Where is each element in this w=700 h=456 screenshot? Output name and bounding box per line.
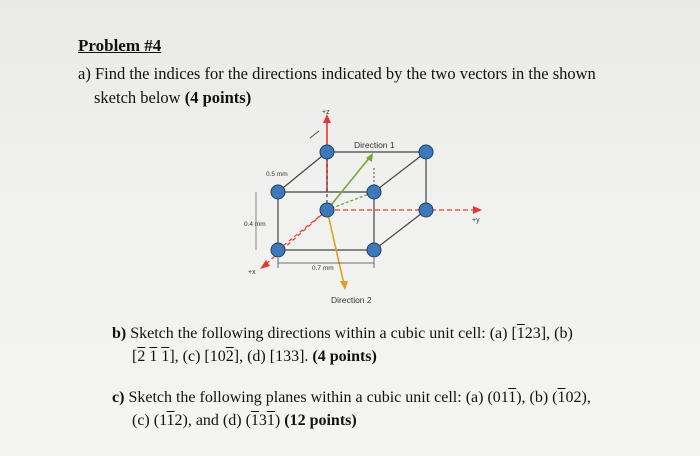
part-c-line2: (c) (112), and (d) (131) (12 points) bbox=[132, 412, 357, 429]
part-b-line1: b) Sketch the following directions within a cubic unit cell: (a) [123], (b) bbox=[112, 325, 573, 342]
axis-z-label: +z bbox=[322, 109, 330, 116]
part-b-line2: [2 1 1], (c) [102], (d) [133]. (4 points) bbox=[132, 348, 377, 365]
cell-edge bbox=[374, 152, 426, 192]
part-c-points: (12 points) bbox=[284, 412, 357, 429]
direction2-vector bbox=[327, 210, 344, 284]
lattice-node bbox=[271, 243, 285, 257]
part-a-line1: a) Find the indices for the directions indicated by the two vectors in the shown bbox=[78, 64, 596, 83]
unit-cell-figure bbox=[236, 108, 486, 313]
part-b-points: (4 points) bbox=[312, 348, 377, 365]
direction1-label: Direction 1 bbox=[354, 140, 395, 150]
lattice-node bbox=[320, 145, 334, 159]
dim-x-label: 0.4 mm bbox=[244, 221, 266, 228]
part-a bbox=[78, 62, 678, 110]
problem-title: Problem #4 bbox=[78, 36, 162, 55]
part-a-points: (4 points) bbox=[184, 88, 252, 107]
direction2-arrow bbox=[340, 281, 348, 290]
direction2-label: Direction 2 bbox=[331, 295, 372, 305]
dim-y-label: 0.7 mm bbox=[312, 265, 334, 272]
part-a-line2: sketch below (4 points) bbox=[94, 88, 252, 107]
axis-y-label: +y bbox=[472, 217, 480, 224]
lattice-node bbox=[367, 243, 381, 257]
part-b bbox=[112, 322, 672, 368]
unit-cell-diagram bbox=[236, 108, 486, 313]
dim-z-tick bbox=[310, 131, 319, 138]
cell-edge bbox=[374, 210, 426, 250]
part-c-line1: c) Sketch the following planes within a cubic unit cell: (a) (011), (b) (102), bbox=[112, 389, 591, 406]
lattice-node bbox=[320, 203, 334, 217]
lattice-node bbox=[367, 185, 381, 199]
dim-z-label: 0.5 mm bbox=[266, 171, 288, 178]
part-c bbox=[112, 386, 672, 432]
lattice-node bbox=[419, 203, 433, 217]
axis-x-label: +x bbox=[248, 269, 256, 276]
lattice-node bbox=[419, 145, 433, 159]
lattice-node bbox=[271, 185, 285, 199]
y-axis-arrow bbox=[473, 206, 482, 214]
